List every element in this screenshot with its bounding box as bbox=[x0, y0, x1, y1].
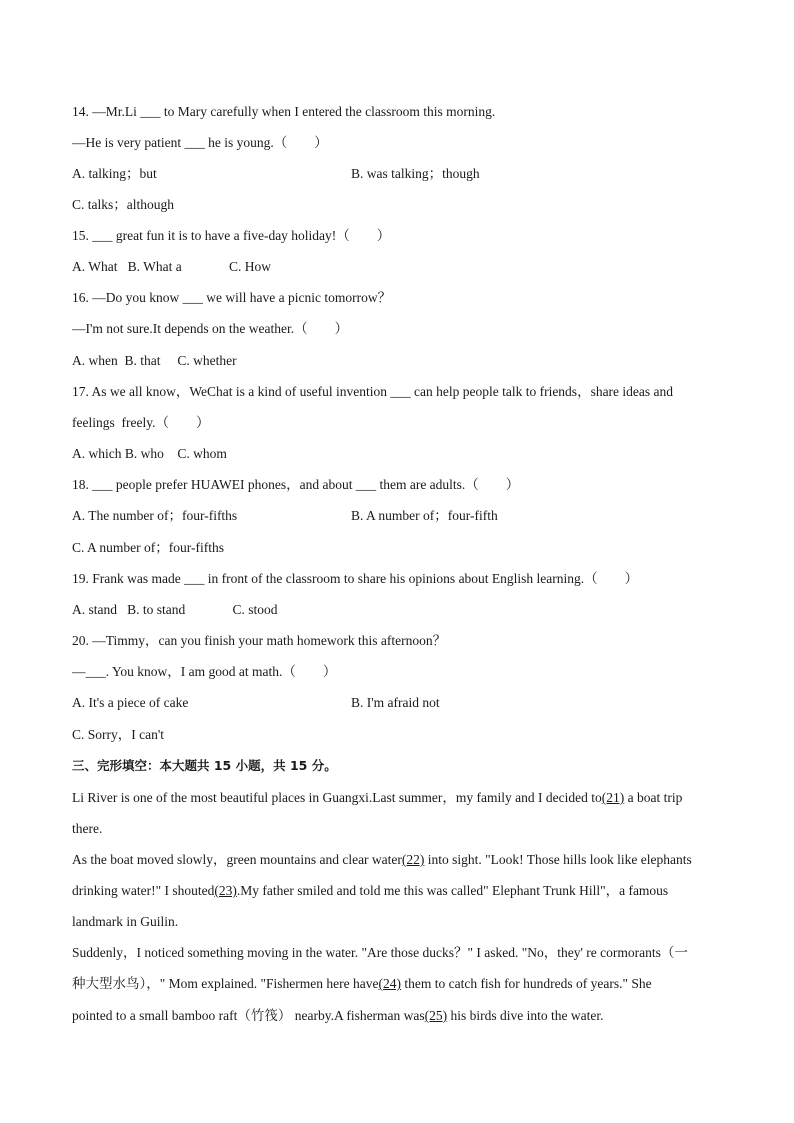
q18-option-c: C. A number of；four-fifths bbox=[72, 540, 224, 555]
q16-stem-line-1: 16. —Do you know ___ we will have a picnic tomorrow？ bbox=[72, 290, 392, 305]
section-heading-suffix: 分。 bbox=[307, 758, 337, 773]
passage-text: into sight. "Look! Those hills look like elephants bbox=[424, 852, 692, 867]
q20-stem-line-2: —___. You know，I am good at math.（ ） bbox=[72, 664, 337, 679]
q15-stem: 15. ___ great fun it is to have a five-day holiday!（ ） bbox=[72, 228, 391, 243]
passage-text: As the boat moved slowly，green mountains and clear water bbox=[72, 852, 402, 867]
q19-stem: 19. Frank was made ___ in front of the classroom to share his opinions about English learning.（ ） bbox=[72, 571, 639, 586]
blank-22: (22) bbox=[401, 852, 425, 867]
passage-text: drinking water!" I shouted bbox=[72, 883, 215, 898]
q20-option-a: A. It's a piece of cake bbox=[72, 695, 189, 710]
passage-text: pointed to a small bamboo raft（竹筏） nearby.A fisherman was bbox=[72, 1008, 425, 1023]
passage-line-4 bbox=[72, 882, 668, 900]
q18-option-b: B. A number of；four-fifth bbox=[351, 508, 498, 523]
passage-text: .My father smiled and told me this was called" Elephant Trunk Hill"，a famous bbox=[236, 883, 669, 898]
q14-stem-line-2: —He is very patient ___ he is young.（ ） bbox=[72, 135, 328, 150]
q17-options: A. which B. who C. whom bbox=[72, 446, 227, 461]
passage-line-6: Suddenly，I noticed something moving in the water. "Are those ducks？" I asked. "No，they' re cormorants（一 bbox=[72, 945, 688, 960]
blank-23: (23) bbox=[214, 883, 237, 898]
passage-line-8 bbox=[72, 1007, 604, 1025]
q20-option-b: B. I'm afraid not bbox=[351, 695, 440, 710]
blank-24: (24) bbox=[378, 976, 401, 991]
q14-option-a: A. talking；but bbox=[72, 166, 157, 181]
passage-line-1 bbox=[72, 789, 682, 807]
passage-text: them to catch fish for hundreds of years." She bbox=[400, 976, 652, 991]
section-heading bbox=[72, 757, 337, 775]
q15-options: A. What B. What a C. How bbox=[72, 259, 271, 274]
q20-option-c: C. Sorry，I can't bbox=[72, 727, 165, 742]
passage-text: Li River is one of the most beautiful places in Guangxi.Last summer，my family and I decided to bbox=[72, 790, 602, 805]
q17-stem-line-2: feelings freely.（ ） bbox=[72, 415, 210, 430]
q18-option-a: A. The number of；four-fifths bbox=[72, 508, 238, 523]
q16-stem-line-2: —I'm not sure.It depends on the weather.（ ） bbox=[72, 321, 349, 336]
passage-line-2: there. bbox=[72, 821, 103, 836]
passage-text: a boat trip bbox=[624, 790, 683, 805]
blank-25: (25) bbox=[424, 1008, 448, 1023]
passage-text: 种大型水鸟），" Mom explained. "Fishermen here have bbox=[72, 976, 379, 991]
q14-option-c: C. talks；although bbox=[72, 197, 174, 212]
section-heading-prefix: 三、完形填空：本大题共 bbox=[72, 758, 214, 773]
q16-options: A. when B. that C. whether bbox=[72, 353, 237, 368]
passage-line-3 bbox=[72, 851, 692, 869]
blank-21: (21) bbox=[601, 790, 625, 805]
section-heading-count: 15 bbox=[213, 758, 232, 773]
q18-stem: 18. ___ people prefer HUAWEI phones，and about ___ them are adults.（ ） bbox=[72, 477, 520, 492]
q20-stem-line-1: 20. —Timmy，can you finish your math homework this afternoon？ bbox=[72, 633, 447, 648]
passage-line-5: landmark in Guilin. bbox=[72, 914, 179, 929]
q14-option-b: B. was talking；though bbox=[351, 166, 480, 181]
q19-options: A. stand B. to stand C. stood bbox=[72, 602, 278, 617]
passage-text: his birds dive into the water. bbox=[447, 1008, 604, 1023]
q17-stem-line-1: 17. As we all know，WeChat is a kind of useful invention ___ can help people talk to friends，share ideas and bbox=[72, 384, 674, 399]
q14-stem-line-1: 14. —Mr.Li ___ to Mary carefully when I entered the classroom this morning. bbox=[72, 104, 496, 119]
section-heading-mid: 小题，共 bbox=[231, 758, 290, 773]
passage-line-7 bbox=[72, 975, 652, 993]
section-heading-score: 15 bbox=[289, 758, 308, 773]
